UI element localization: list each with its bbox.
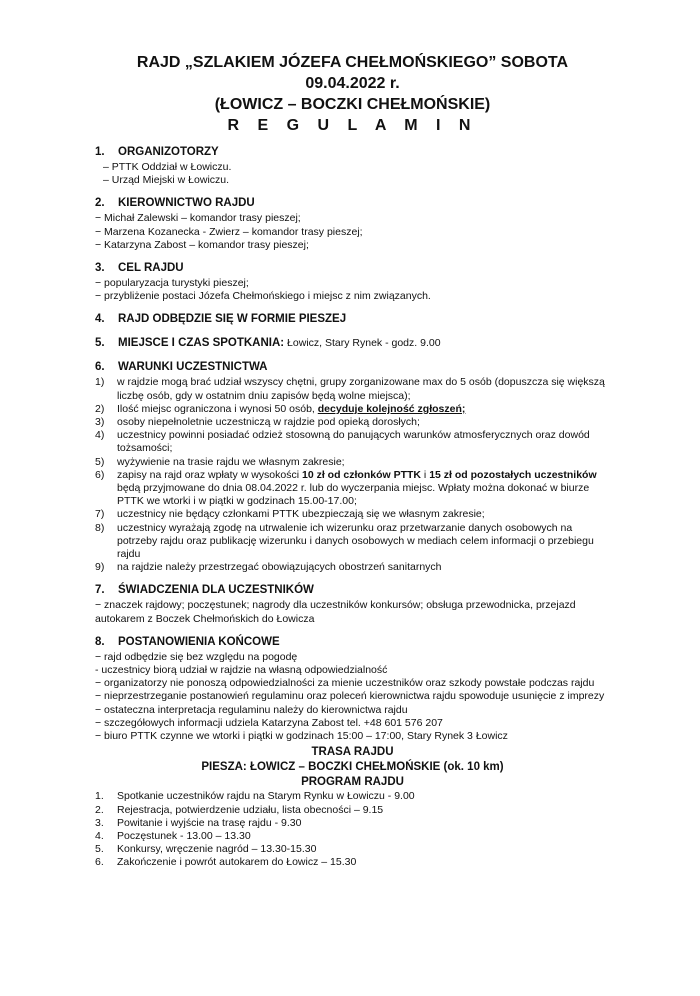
item-number: 1) [95,376,105,389]
section-heading [95,261,610,276]
section-heading [95,145,610,160]
item-text-part: zapisy na rajd oraz wpłaty w wysokości [117,468,302,481]
section-final-provisions [95,635,610,743]
item-text: na rajdzie należy przestrzegać obowiązujących obostrzeń sanitarnych [117,561,442,574]
item-number: 3. [95,816,104,829]
section-goal [95,261,610,303]
section-route [95,745,610,869]
section-benefits [95,583,610,625]
item-number: 5) [95,455,105,468]
section-heading [95,336,610,351]
item-text [117,403,610,416]
section-meeting [95,336,610,351]
item-text: w rajdzie mogą brać udział wszyscy chętni, grupy zorganizowane max do 5 osób (dopuszcza się większą liczbę osób, gdy w ostatnim dniu zapisów będą wolne miejsca); [117,376,605,402]
section-title: MIEJSCE I CZAS SPOTKANIA: [118,337,285,350]
section-number: 1. [95,146,105,158]
item-emphasis: decyduje kolejność zgłoszeń; [317,402,466,415]
list-item: − Katarzyna Zabost – komandor trasy pieszej; [95,238,309,251]
item-text: Zakończenie i powrót autokarem do Łowicz – 15.30 [117,856,357,869]
section-title: ORGANIZOTORZY [118,146,219,158]
item-text: Powitanie i wyjście na trasę rajdu - 9.30 [117,816,302,829]
list-item: − przybliżenie postaci Józefa Chełmońskiego i miejsc z nim związanych. [95,290,431,303]
section-conditions [95,360,610,574]
item-text: wyżywienie na trasie rajdu we własnym zakresie; [117,455,345,468]
item-number: 9) [95,561,105,574]
item-text-part: będą przyjmowane do dnia 08.04.2022 r. lub do wyczerpania miejsc. Wpłaty można dokonać w biurze PTTK we wtorki i w piątki w godzinach 15.00-17.00; [117,482,590,508]
section-leadership [95,196,610,252]
doc-title-regulamin: R E G U L A M I N [227,117,478,134]
item-text: Rejestracja, potwierdzenie udziału, lista obecności – 9.15 [117,803,384,816]
list-item [95,403,610,416]
list-item [95,456,610,469]
list-item [95,522,610,562]
section-heading [95,360,610,375]
section-number: 3. [95,262,105,275]
item-text: uczestnicy nie będący członkami PTTK ubezpieczają się we własnym zakresie; [117,508,485,521]
list-item [95,469,610,509]
list-item: − szczegółowych informacji udziela Katarzyna Zabost tel. +48 601 576 207 [95,716,443,729]
section-number: 4. [95,313,105,326]
section-title: KIEROWNICTWO RAJDU [118,197,255,210]
program-item [95,790,610,803]
program-item [95,843,610,856]
program-item [95,817,610,830]
section-heading [95,312,610,327]
item-number: 7) [95,508,105,521]
list-item: − Marzena Kozanecka - Zwierz – komandor trasy pieszej; [95,225,363,238]
section-organizers [95,145,610,187]
section-number: 2. [95,197,105,210]
fee-others: 15 zł od pozostałych uczestników [429,468,597,481]
item-text: Konkursy, wręczenie nagród – 13.30-15.30 [117,843,317,856]
list-item [95,429,610,455]
list-item: − organizatorzy nie ponoszą odpowiedzialności za mienie uczestników oraz szkody powstałe podczas rajdu [95,677,595,690]
program-heading: PROGRAM RAJDU [301,776,404,789]
doc-title-line2: (ŁOWICZ – BOCZKI CHEŁMOŃSKIE) [214,96,491,113]
route-heading: TRASA RAJDU [311,746,394,759]
section-heading [95,196,610,211]
program-item [95,856,610,869]
section-form [95,312,610,327]
list-item [95,508,610,521]
list-item: − biuro PTTK czynne we wtorki i piątki w godzinach 15:00 – 17:00, Stary Rynek 3 Łowicz [95,730,508,743]
list-item [95,416,610,429]
item-number: 6. [95,856,104,869]
list-item: − ostateczna interpretacja regulaminu należy do kierownictwa rajdu [95,703,408,716]
list-item: – PTTK Oddział w Łowiczu. [103,161,232,173]
item-text-part: i [421,468,430,481]
item-number: 6) [95,468,105,481]
item-text: uczestnicy powinni posiadać odzież stosowną do panujących warunków atmosferycznych oraz dowód tożsamości; [117,429,590,455]
list-item: − nieprzestrzeganie postanowień regulaminu oraz poleceń kierownictwa rajdu spowoduje usunięcie z imprezy [95,690,605,703]
section-heading [95,635,610,650]
route-subheading: PIESZA: ŁOWICZ – BOCZKI CHEŁMOŃSKIE (ok. 10 km) [201,761,504,774]
list-item: - uczestnicy biorą udział w rajdzie na własną odpowiedzialność [95,664,388,677]
item-text-part: Ilość miejsc ograniczona i wynosi 50 osób, [117,402,318,415]
doc-title-line1: RAJD „SZLAKIEM JÓZEFA CHEŁMOŃSKIEGO” SOBOTA 09.04.2022 r. [136,54,569,92]
section-title: RAJD ODBĘDZIE SIĘ W FORMIE PIESZEJ [118,313,347,326]
program-item [95,830,610,843]
item-number: 5. [95,843,104,856]
section-title: ŚWIADCZENIA DLA UCZESTNIKÓW [118,584,314,597]
item-number: 8) [95,521,105,534]
section-number: 5. [95,337,105,350]
fee-members: 10 zł od członków PTTK [302,468,422,481]
item-number: 2) [95,402,105,415]
program-item [95,804,610,817]
section-number: 6. [95,361,105,374]
section-title: POSTANOWIENIA KOŃCOWE [118,635,280,648]
section-number: 7. [95,584,105,597]
list-item: – Urząd Miejski w Łowiczu. [103,174,230,187]
list-item: − Michał Zalewski – komandor trasy pieszej; [95,212,301,225]
section-number: 8. [95,635,105,648]
list-item [95,561,610,574]
item-text [117,469,610,509]
item-number: 2. [95,803,104,816]
meeting-place-time: Łowicz, Stary Rynek - godz. 9.00 [284,337,441,350]
item-text: Spotkanie uczestników rajdu na Starym Rynku w Łowiczu - 9.00 [117,790,415,803]
item-number: 4) [95,429,105,442]
section-title: WARUNKI UCZESTNICTWA [118,361,268,374]
item-text: Poczęstunek - 13.00 – 13.30 [117,829,251,842]
item-number: 4. [95,829,104,842]
item-number: 1. [95,790,104,803]
section-title: CEL RAJDU [118,262,184,275]
item-text: osoby niepełnoletnie uczestniczą w rajdzie pod opieką dorosłych; [117,416,420,429]
item-number: 3) [95,416,105,429]
item-text: uczestnicy wyrażają zgodę na utrwalenie ich wizerunku oraz przetwarzanie danych osobowych na potrzeby rajdu oraz publikację wizerunku i danych osobowych w mediach celem informacji o przebiegu rajdu [117,521,594,561]
section-title-wrap [118,336,441,351]
list-item [95,376,610,402]
benefits-text: − znaczek rajdowy; poczęstunek; nagrody dla uczestników konkursów; obsługa przewodnicka, przejazd autokarem z Boczek Chełmońskich do Łowicza [95,599,576,625]
section-heading [95,583,610,598]
list-item: − rajd odbędzie się bez względu na pogodę [95,650,298,663]
list-item: − popularyzacja turystyki pieszej; [95,277,249,290]
